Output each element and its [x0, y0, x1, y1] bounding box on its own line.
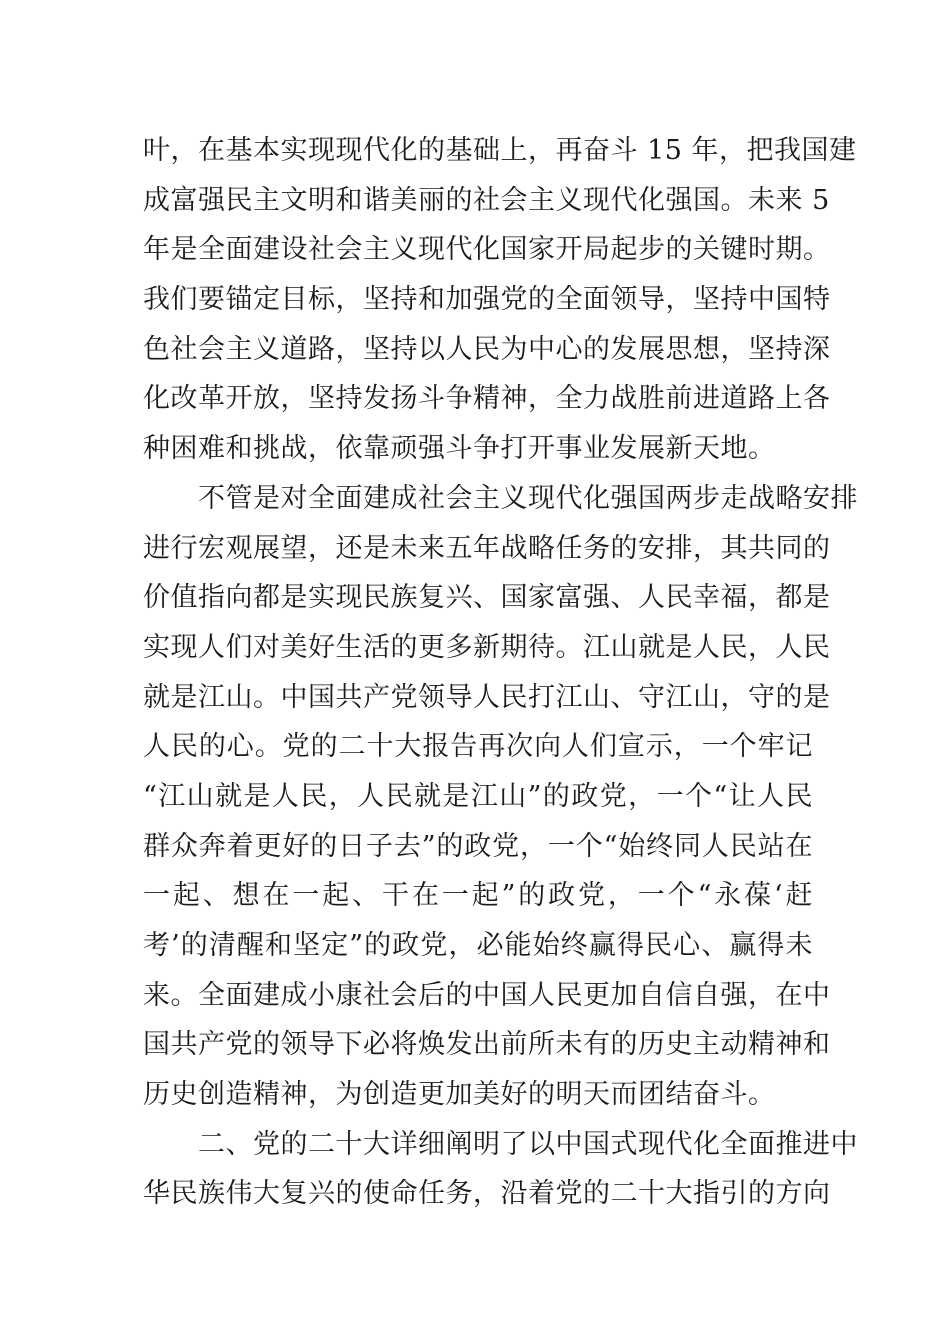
text-line: 二、党的二十大详细阐明了以中国式现代化全面推进中 — [143, 1128, 858, 1160]
text-line: 群众奔着更好的日子去”的政党，一个“始终同人民站在 — [143, 830, 813, 862]
text-line: 华民族伟大复兴的使命任务，沿着党的二十大指引的方向 — [143, 1178, 831, 1210]
text-line: 国共产党的领导下必将焕发出前所未有的历史主动精神和 — [143, 1029, 831, 1061]
text-line: 考’的清醒和坚定”的政党，必能始终赢得民心、赢得未 — [143, 930, 813, 961]
text-line: 不管是对全面建成社会主义现代化强国两步走战略安排 — [143, 482, 858, 514]
paragraph-1 — [143, 126, 857, 474]
text-line: 我们要锚定目标，坚持和加强党的全面领导，坚持中国特 — [143, 284, 831, 316]
text-line: 一起、想在一起、干在一起”的政党，一个“永葆‘赶 — [143, 880, 813, 912]
text-line: 种困难和挑战，依靠顽强斗争打开事业发展新天地。 — [143, 433, 776, 465]
text-line: 化改革开放，坚持发扬斗争精神，全力战胜前进道路上各 — [143, 383, 831, 415]
text-line: 年是全面建设社会主义现代化国家开局起步的关键时期。 — [143, 234, 831, 266]
text-line: 历史创造精神，为创造更加美好的明天而团结奋斗。 — [143, 1079, 776, 1111]
text-line: 叶，在基本实现现代化的基础上，再奋斗 15 年，把我国建 — [143, 135, 857, 166]
text-line: “江山就是人民，人民就是江山”的政党，一个“让人民 — [143, 780, 813, 812]
text-line: 人民的心。党的二十大报告再次向人们宣示，一个牢记 — [143, 731, 813, 763]
text-line: 成富强民主文明和谐美丽的社会主义现代化强国。未来 5 — [143, 184, 830, 216]
text-line: 色社会主义道路，坚持以人民为中心的发展思想，坚持深 — [143, 333, 831, 365]
paragraph-2 — [143, 474, 858, 1120]
text-line: 进行宏观展望，还是未来五年战略任务的安排，其共同的 — [143, 532, 831, 564]
body-text — [143, 126, 858, 1219]
text-line: 价值指向都是实现民族复兴、国家富强、人民幸福，都是 — [143, 582, 831, 614]
text-line: 来。全面建成小康社会后的中国人民更加自信自强，在中 — [143, 979, 831, 1011]
text-line: 就是江山。中国共产党领导人民打江山、守江山，守的是 — [143, 681, 831, 713]
paragraph-3 — [143, 1120, 858, 1219]
text-line: 实现人们对美好生活的更多新期待。江山就是人民，人民 — [143, 631, 831, 663]
